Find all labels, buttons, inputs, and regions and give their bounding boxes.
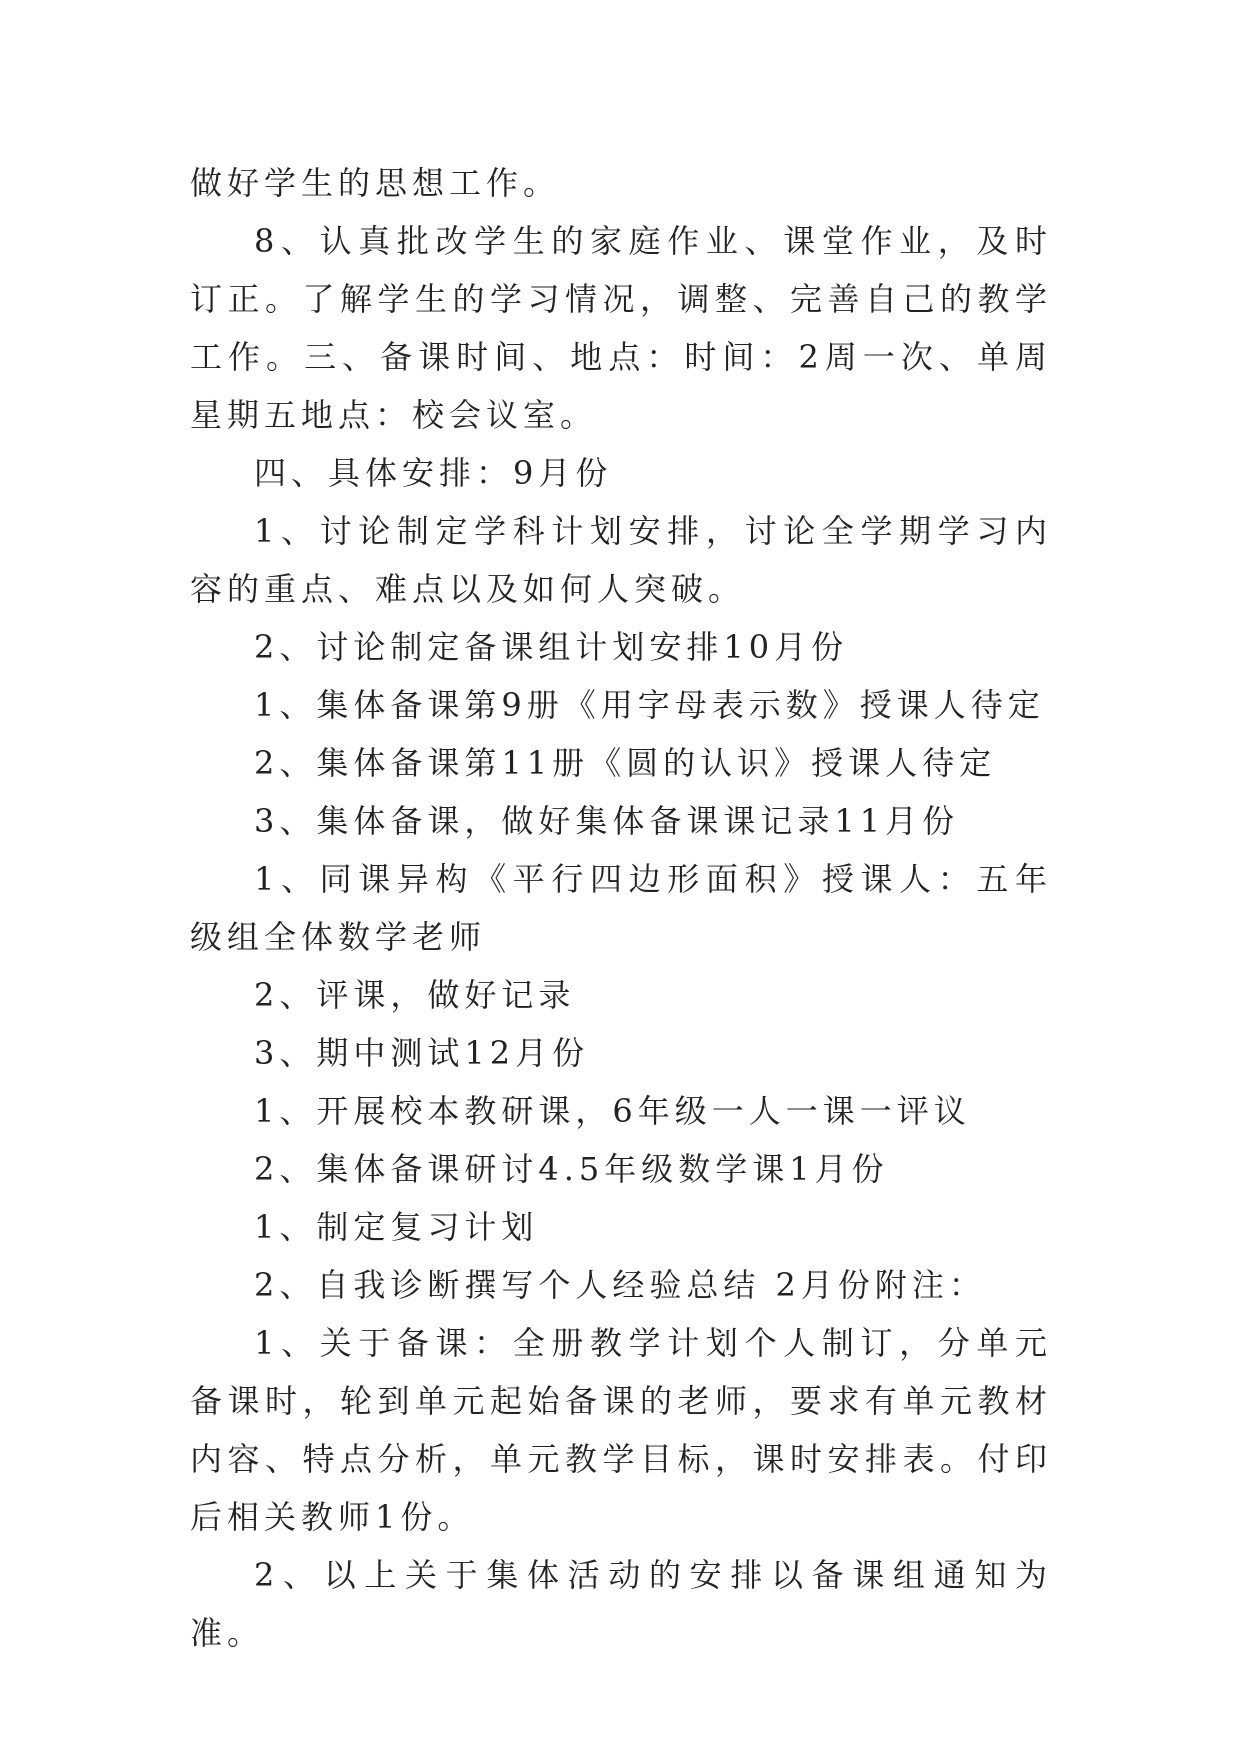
paragraph: 2、讨论制定备课组计划安排10月份 xyxy=(254,628,849,666)
paragraph: 2、以上关于集体活动的安排以备课组通知为准。 xyxy=(190,1556,1052,1652)
paragraph: 1、同课异构《平行四边形面积》授课人：五年级组全体数学老师 xyxy=(190,860,1052,956)
paragraph: 1、关于备课：全册教学计划个人制订，分单元备课时，轮到单元起始备课的老师，要求有单元教材内容、特点分析，单元教学目标，课时安排表。付印后相关教师1份。 xyxy=(190,1324,1052,1536)
paragraph: 2、自我诊断撰写个人经验总结 2月份附注： xyxy=(254,1266,986,1304)
paragraph: 四、具体安排：9月份 xyxy=(254,454,613,492)
paragraph: 做好学生的思想工作。 xyxy=(190,164,561,202)
paragraph: 2、评课，做好记录 xyxy=(254,976,576,1014)
paragraph: 1、制定复习计划 xyxy=(254,1208,539,1246)
paragraph: 3、集体备课，做好集体备课课记录11月份 xyxy=(254,802,960,840)
document-body xyxy=(190,154,1052,1662)
paragraph: 8、认真批改学生的家庭作业、课堂作业，及时订正。了解学生的学习情况，调整、完善自己的教学工作。三、备课时间、地点：时间：2周一次、单周星期五地点：校会议室。 xyxy=(190,222,1052,434)
paragraph: 2、集体备课研讨4.5年级数学课1月份 xyxy=(254,1150,889,1188)
paragraph: 2、集体备课第11册《圆的认识》授课人待定 xyxy=(254,744,997,782)
paragraph: 1、讨论制定学科计划安排，讨论全学期学习内容的重点、难点以及如何人突破。 xyxy=(190,512,1052,608)
paragraph: 1、集体备课第9册《用字母表示数》授课人待定 xyxy=(254,686,1045,724)
paragraph: 3、期中测试12月份 xyxy=(254,1034,590,1072)
paragraph: 1、开展校本教研课，6年级一人一课一评议 xyxy=(254,1092,971,1130)
